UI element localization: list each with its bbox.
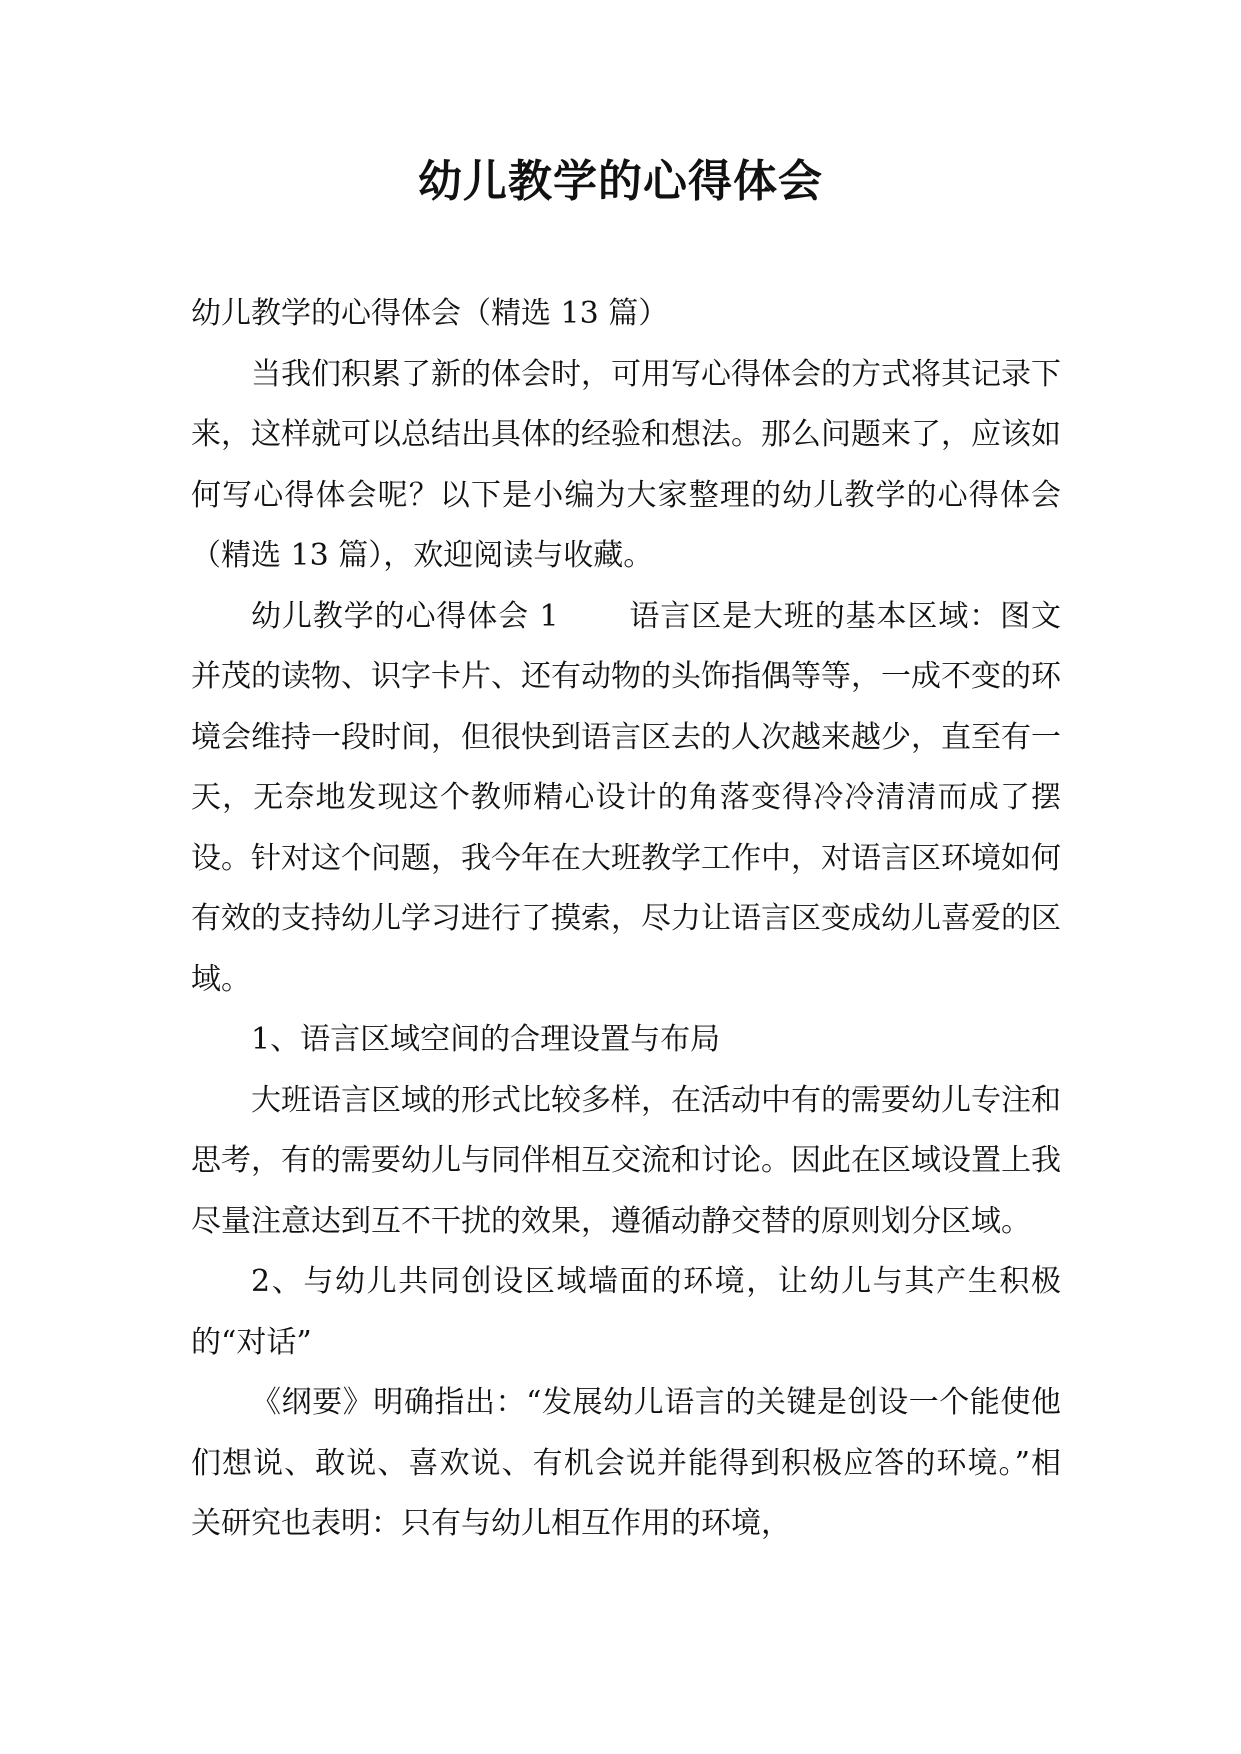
- section-1-heading: 幼儿教学的心得体会 1: [251, 598, 559, 634]
- document-body: [191, 284, 1061, 1555]
- intro-paragraph: 当我们积累了新的体会时，可用写心得体会的方式将其记录下来，这样就可以总结出具体的经验和想法。那么问题来了，应该如何写心得体会呢？以下是小编为大家整理的幼儿教学的心得体会（精选 13 篇），欢迎阅读与收藏。: [191, 356, 1061, 573]
- point-2-paragraph: 《纲要》明确指出：“发展幼儿语言的关键是创设一个能使他们想说、敢说、喜欢说、有机会说并能得到积极应答的环境。”相关研究也表明：只有与幼儿相互作用的环境，: [191, 1385, 1061, 1541]
- document-subtitle: 幼儿教学的心得体会（精选 13 篇）: [191, 296, 669, 331]
- section-1-paragraph: [191, 587, 1061, 1011]
- point-1-heading: 1、语言区域空间的合理设置与布局: [251, 1022, 721, 1057]
- document-title: 幼儿教学的心得体会: [418, 156, 823, 207]
- section-1-text: 语言区是大班的基本区域：图文并茂的读物、识字卡片、还有动物的头饰指偶等等，一成不变的环境会维持一段时间，但很快到语言区去的人次越来越少，直至有一天，无奈地发现这个教师精心设计的角落变得冷冷清清而成了摆设。针对这个问题，我今年在大班教学工作中，对语言区环境如何有效的支持幼儿学习进行了摸索，尽力让语言区变成幼儿喜爱的区域。: [191, 598, 1061, 997]
- point-2-heading: 2、与幼儿共同创设区域墙面的环境，让幼儿与其产生积极的“对话”: [191, 1264, 1061, 1360]
- point-1-paragraph: 大班语言区域的形式比较多样，在活动中有的需要幼儿专注和思考，有的需要幼儿与同伴相互交流和讨论。因此在区域设置上我尽量注意达到互不干扰的效果，遵循动静交替的原则划分区域。: [191, 1082, 1061, 1239]
